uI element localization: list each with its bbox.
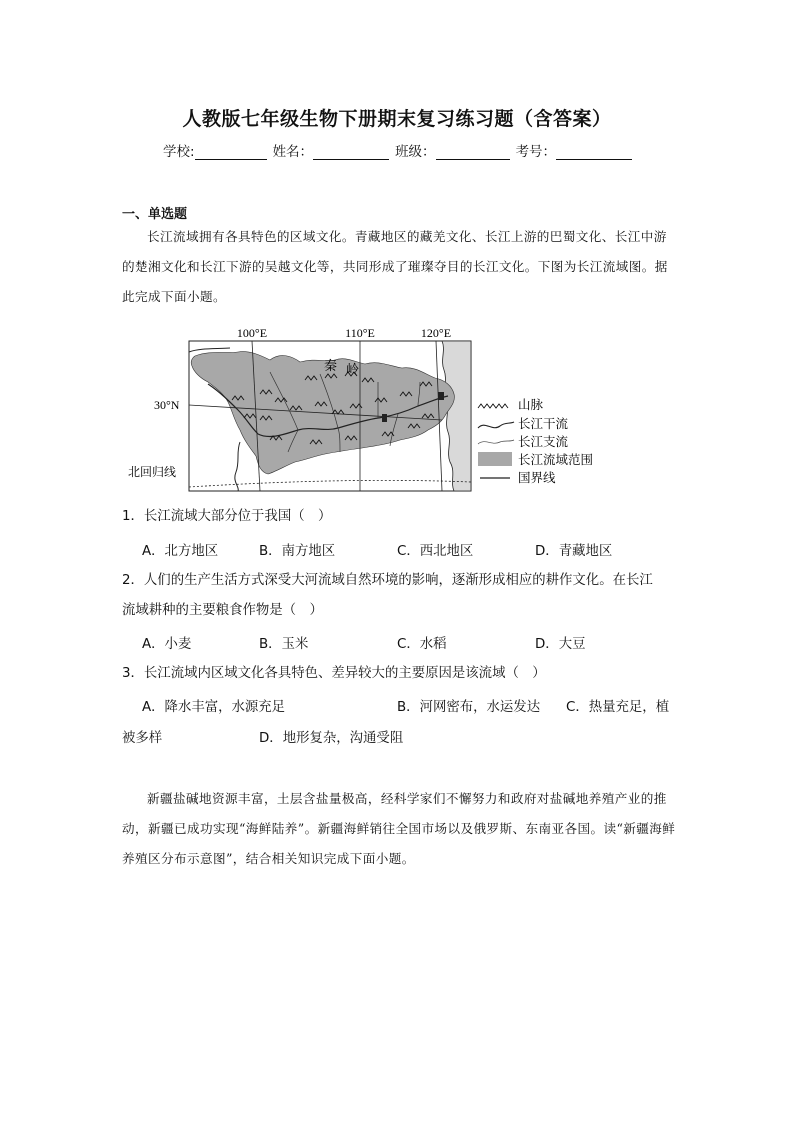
student-info-line xyxy=(163,140,638,160)
exam-no-label: 考号： xyxy=(515,144,557,160)
page-title: 人教版七年级生物下册期末复习练习题（含答案） xyxy=(182,108,612,130)
lat-label-30n: 30°N xyxy=(154,398,180,412)
legend-tributary-symbol xyxy=(478,440,514,444)
place-label-ling: 岭 xyxy=(346,363,360,378)
q1-option-d: D．青藏地区 xyxy=(535,544,613,559)
q2-option-b: B．玉米 xyxy=(259,637,309,652)
lon-label-100: 100°E xyxy=(236,326,268,340)
q3-option-a: A．降水丰富，水源充足 xyxy=(142,700,286,715)
name-label: 姓名： xyxy=(272,144,314,160)
section-title: 一、单选题 xyxy=(122,207,188,222)
q3-option-d: D．地形复杂，沟通受阻 xyxy=(259,731,404,746)
legend-mountain-symbol xyxy=(478,404,508,408)
lon-label-120: 120°E xyxy=(420,326,452,340)
q2-option-d: D．大豆 xyxy=(535,637,586,652)
q1-option-c: C．西北地区 xyxy=(397,544,474,559)
name-blank xyxy=(313,145,389,160)
question-2-stem-line1: 2．人们的生产生活方式深受大河流域自然环境的影响，逐渐形成相应的耕作文化。在长江 xyxy=(122,573,653,588)
yangtze-basin-map xyxy=(120,322,600,497)
question-1-stem: 1．长江流域大部分位于我国（ ） xyxy=(122,509,332,524)
q2-option-a: A．小麦 xyxy=(142,637,192,652)
lon-label-110: 110°E xyxy=(345,326,375,340)
lake-mark xyxy=(382,414,387,422)
legend-tributary-label: 长江支流 xyxy=(518,434,569,449)
school-label: 学校: xyxy=(163,144,195,160)
map-legend xyxy=(478,397,593,485)
lake-mark xyxy=(438,392,444,400)
q3-option-c: C．热量充足，植 xyxy=(566,700,670,715)
question-3-stem: 3．长江流域内区域文化各具特色、差异较大的主要原因是该流域（ ） xyxy=(122,666,546,681)
passage-yangtze: 长江流域拥有各具特色的区域文化。青藏地区的藏羌文化、长江上游的巴蜀文化、长江中游的楚湘文化和长江下游的吴越文化等，共同形成了璀璨夺目的长江文化。下图为长江流域图。据此完成下面小题。 xyxy=(122,229,668,304)
legend-border-label: 国界线 xyxy=(518,470,556,485)
q3-option-b: B．河网密布，水运发达 xyxy=(397,700,541,715)
legend-basin-swatch xyxy=(478,452,512,466)
exam-no-blank xyxy=(556,145,632,160)
q1-option-a: A．北方地区 xyxy=(142,544,219,559)
question-2-stem-line2: 流域耕种的主要粮食作物是（ ） xyxy=(122,603,323,618)
legend-main-stream-symbol xyxy=(478,422,514,428)
q3-option-c-cont: 被多样 xyxy=(122,731,163,746)
place-label-qin: 秦 xyxy=(324,359,338,374)
tropic-label: 北回归线 xyxy=(128,465,177,479)
q1-option-b: B．南方地区 xyxy=(259,544,336,559)
class-label: 班级： xyxy=(395,144,436,160)
q2-option-c: C．水稻 xyxy=(397,637,447,652)
legend-basin-label: 长江流域范围 xyxy=(518,452,594,467)
school-blank xyxy=(195,145,267,160)
legend-mountain-label: 山脉 xyxy=(518,397,544,412)
legend-main-stream-label: 长江干流 xyxy=(518,416,569,431)
passage-xinjiang: 新疆盐碱地资源丰富，土层含盐量极高，经科学家们不懈努力和政府对盐碱地养殖产业的推动，新疆已成功实现“海鲜陆养”。新疆海鲜销往全国市场以及俄罗斯、东南亚各国。读“新疆海鲜养殖区分布示意图”，结合相关知识完成下面小题。 xyxy=(122,791,676,866)
class-blank xyxy=(436,145,510,160)
